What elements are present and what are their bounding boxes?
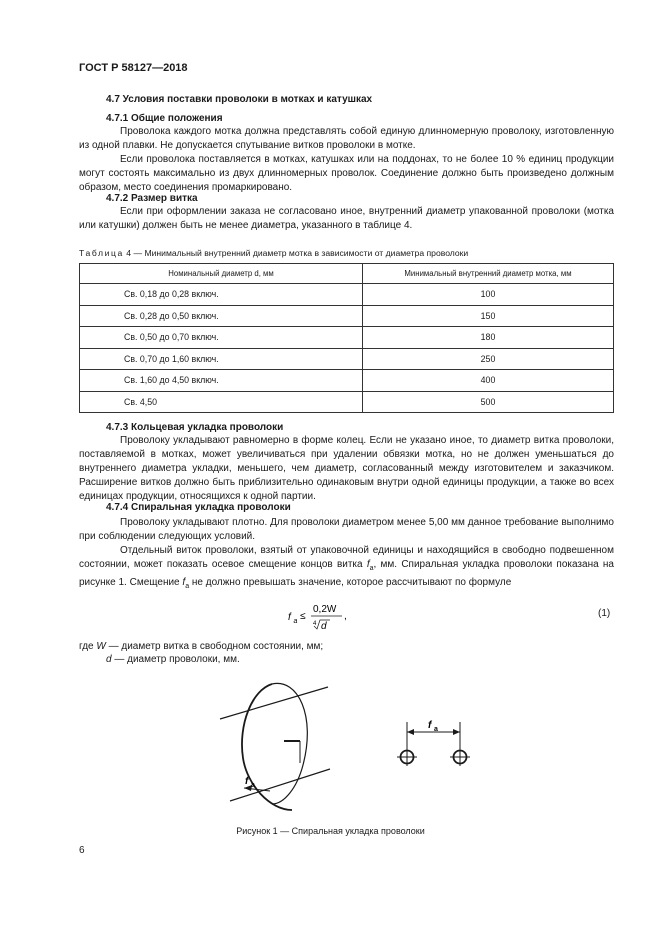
detail-arrow-right [453, 729, 460, 735]
where-line-d [106, 653, 506, 667]
formula-numerator: 0,2W [313, 604, 337, 615]
figure-1-spiral-laying [200, 670, 500, 820]
where-d-symbol: d [106, 654, 112, 665]
table-row [80, 327, 614, 349]
formula-lhs-subscript: a [293, 618, 298, 625]
table-caption-text: 4 — Минимальный внутренний диаметр мотка в зависимости от диаметра проволоки [123, 248, 469, 258]
formula-trailing-comma: , [344, 611, 347, 622]
section-4-7-1-paragraph-2: Если проволока поставляется в мотках, катушках или на поддонах, то не более 10 % единиц продукции могут состоять максимально из двух длинномерных проволок. Соединение должно быть произведено должным образом, место соединения промаркировано. [79, 154, 614, 193]
formula-1 [286, 598, 376, 638]
table-cell-value: 500 [363, 391, 614, 413]
formula-radicand: d [321, 621, 327, 632]
paragraph-text-part: не должно превышать значение, которое рассчитывают по формуле [189, 577, 512, 588]
formula-root-index: 4 [313, 621, 317, 627]
section-4-7-1-title: 4.7.1 Общие положения [106, 113, 223, 124]
where-w-symbol: W [96, 641, 106, 652]
where-w-text: — диаметр витка в свободном состоянии, мм; [105, 641, 324, 652]
detail-label-f: f [428, 720, 432, 731]
section-4-7-2-paragraph-1: Если при оформлении заказа не согласовано иное, внутренний диаметр упакованной проволоки (мотка или катушки) должен быть не менее диаметра, указанного в таблице 4. [79, 206, 614, 231]
table-cell-value: 180 [363, 327, 614, 349]
section-4-7-title: 4.7 Условия поставки проволоки в мотках и катушках [106, 94, 373, 105]
section-4-7-1-paragraph-1: Проволока каждого мотка должна представлять собой единую длинномерную проволоку, изготовленную из одной плавки. Не допускается спутывание витков проволоки в мотке. [79, 126, 614, 151]
document-header: ГОСТ Р 58127—2018 [79, 62, 188, 74]
detail-arrow-left [407, 729, 414, 735]
table-cell-range: Св. 0,18 до 0,28 включ. [80, 284, 363, 306]
table-row [80, 391, 614, 413]
table-cell-value: 100 [363, 284, 614, 306]
section-4-7-3-title: 4.7.3 Кольцевая укладка проволоки [106, 422, 284, 433]
paragraph-text-part: Отдельный виток проволоки, взятый от упаковочной единицы и находящийся в свободно подвешенном состоянии, может показать осевое смещение концов витка [79, 545, 614, 570]
coil-side-view [220, 683, 330, 810]
formula-lhs-f: f [288, 612, 291, 623]
table-row [80, 284, 614, 306]
table-cell-range: Св. 0,28 до 0,50 включ. [80, 305, 363, 327]
table-cell-value: 150 [363, 305, 614, 327]
table-row [80, 305, 614, 327]
symbol-f: f [182, 577, 186, 588]
where-line-w [79, 640, 614, 654]
offset-detail-view [397, 720, 470, 766]
table-cell-range: Св. 4,50 [80, 391, 363, 413]
table-header-row [80, 264, 614, 284]
section-4-7-4-paragraph-2 [79, 544, 614, 594]
symbol-f: f [366, 559, 370, 570]
section-4-7-4-title: 4.7.4 Спиральная укладка проволоки [106, 502, 291, 513]
symbol-subscript-a: a [185, 583, 190, 590]
table-cell-value: 400 [363, 370, 614, 392]
table-4 [79, 263, 614, 413]
section-4-7-3-paragraph-1: Проволоку укладывают равномерно в форме колец. Если не указано иное, то диаметр витка проволоки, поставляемой в мотках, может увеличиваться при удалении обвязки мотка, но не должен уменьшаться до внутреннего диаметра укладки, меньшего, чем диаметр, согласованный между изготовителем и заказчиком. Расширение витков должно быть приблизительно одинаковым внутри одной единицы продукции, а также во всех единицах продукции, относящихся к одной партии. [79, 435, 614, 502]
where-intro: где [79, 641, 97, 652]
figure-1-caption: Рисунок 1 — Спиральная укладка проволоки [236, 826, 425, 836]
formula-number: (1) [598, 608, 611, 619]
table-header-diameter: Номинальный диаметр d, мм [80, 264, 363, 284]
table-cell-range: Св. 1,60 до 4,50 включ. [80, 370, 363, 392]
table-cell-range: Св. 0,50 до 0,70 включ. [80, 327, 363, 349]
where-d-text: — диаметр проволоки, мм. [111, 654, 240, 665]
table-cell-value: 250 [363, 348, 614, 370]
section-4-7-4-paragraph-1: Проволоку укладывают плотно. Для проволоки диаметром менее 5,00 мм данное требование выполнимо при соблюдении следующих условий. [79, 517, 614, 542]
detail-label-subscript: a [434, 726, 438, 733]
table-row [80, 348, 614, 370]
section-4-7-2-title: 4.7.2 Размер витка [106, 193, 198, 204]
table-caption-word: Таблица [79, 248, 124, 258]
coil-label-f: f [245, 776, 249, 787]
paragraph-text-part: , мм. Спиральная укладка проволоки показана на рисунке 1. Смещение [79, 559, 614, 588]
coil-label-subscript: a [251, 782, 255, 789]
symbol-subscript-a: a [369, 565, 374, 572]
coil-upper-line [220, 687, 328, 719]
page-number: 6 [79, 845, 85, 856]
formula-relation: ≤ [300, 611, 306, 622]
table-row [80, 370, 614, 392]
table-cell-range: Св. 0,70 до 1,60 включ. [80, 348, 363, 370]
table-4-caption [79, 248, 468, 258]
table-header-min-inner-diameter: Минимальный внутренний диаметр мотка, мм [363, 264, 614, 284]
